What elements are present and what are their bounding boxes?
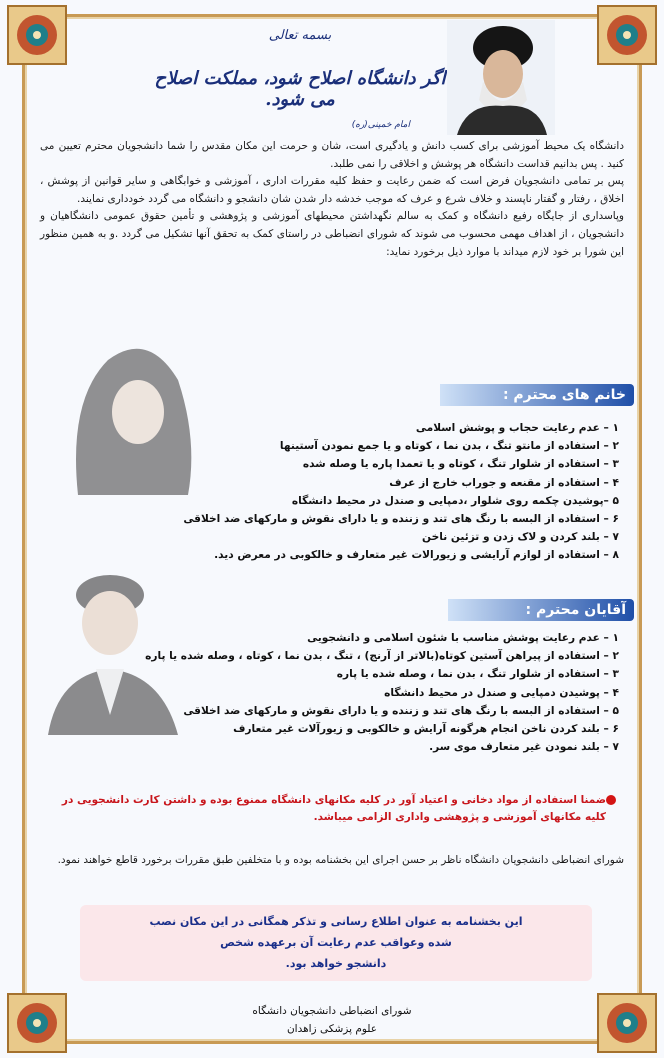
list-item: ۱ – عدم رعایت حجاب و پوشش اسلامی [415, 422, 619, 434]
intro-paragraph: دانشگاه یک محیط آموزشی برای کسب دانش و یادگیری است، شان و حرمت این مکان مقدس را شما دانشجویان محترم تعیین می کنید . پس بدانیم قداست دانشگاه هر پوشش و اخلاقی را نمی طلبد. [40, 140, 624, 170]
announcement-line: شده وعواقب عدم رعایت آن برعهده شخص [220, 936, 452, 949]
intro-paragraph: پس بر تمامی دانشجویان فرض است که ضمن رعایت و حفظ کلیه مقررات اداری ، آموزشی و خوابگاهی و سایر قوانین از پوشش ، اخلاق ، رفتار و گفتار ناپسند و خلاف شرع و عرف که موجب خدشه دار شدن شان دانشجو و دانشگاه می گردد خودداری نمایند. [40, 175, 624, 205]
list-item: ۸ – استفاده از لوازم آرایشی و زیورالات غیر متعارف و خالکوبی در معرض دید. [214, 549, 619, 562]
signature-line: شورای انضباطی دانشجویان دانشگاه [252, 1005, 412, 1017]
corner-ornament-icon [596, 4, 658, 66]
intro-paragraph: وپاسداری از جایگاه رفیع دانشگاه و کمک به سالم نگهداشتن محیطهای آموزشی و پژوهشی و تأمین حقوق عمومی دانشگاهیان و دانشجویان ، از اهداف مهمی محسوب می شوند که شورای انضباطی در راستای کمک به تحقق آنها تشکیل می گردد .و به همین منظور این شورا بر خود لازم میداند با موارد ذیل برخورد نماید: [40, 210, 624, 258]
women-section-title: خانم های محترم : [440, 384, 634, 406]
list-item: ۳ – استفاده از شلوار تنگ ، کوتاه و یا تعمدا پاره یا وصله شده [302, 458, 619, 471]
men-rules-list [145, 629, 619, 756]
list-item: ۲ – استفاده از پیراهن آستین کوتاه(بالاتر از آرنج) ، تنگ ، بدن نما ، کوتاه ، وصله شده یا پاره [145, 650, 619, 663]
red-bullet-icon [606, 795, 616, 805]
list-item: ۳ – استفاده از شلوار تنگ ، بدن نما ، وصله شده یا پاره [336, 668, 619, 681]
announcement-box [80, 905, 592, 981]
announcement-line: دانشجو خواهد بود. [285, 957, 387, 970]
signature-line: علوم پزشکی زاهدان [286, 1023, 378, 1035]
list-item: ۷ – بلند کردن و لاک زدن و تزئین ناخن [422, 531, 619, 544]
smoking-note: ضمنا استفاده از مواد دخانی و اعتیاد آور در کلیه مکانهای دانشگاه ممنوع بوده و داشتن کارت دانشجویی در کلیه مکانهای آموزشی و پژوهشی واداری الزامی میباشد. [61, 794, 606, 823]
corner-ornament-icon [6, 4, 68, 66]
list-item: ۶ – بلند کردن ناخن انجام هرگونه آرایش و خالکوبی و زیورآلات غیر متعارف [233, 722, 619, 735]
women-rules-list [183, 419, 619, 565]
list-item: ۶ – استفاده از البسه با رنگ های تند و زننده و یا دارای نقوش و مارکهای ضد اخلاقی [183, 512, 619, 525]
basmala: بسمه تعالی [268, 28, 332, 43]
quote-author: امام خمینی(ره) [351, 120, 410, 130]
signature [0, 1002, 664, 1038]
list-item: ۲ – استفاده از مانتو تنگ ، بدن نما ، کوتاه و یا جمع نمودن آستینها [279, 440, 619, 453]
list-item: ۵ – استفاده از البسه با رنگ های تند و زننده و یا دارای نقوش و مارکهای ضد اخلاقی [183, 704, 619, 717]
list-item: ۵ –پوشیدن چکمه روی شلوار ،دمپایی و صندل در محیط دانشگاه [291, 494, 619, 507]
intro-text [40, 138, 624, 261]
men-section-title: آقایان محترم : [448, 599, 634, 621]
list-item: ۱ – عدم رعایت پوشش مناسب با شئون اسلامی و دانشجویی [307, 632, 619, 644]
list-item: ۴ – پوشیدن دمپایی و صندل در محیط دانشگاه [384, 686, 619, 699]
list-item: ۴ – استفاده از مقنعه و جوراب خارج از عرف [389, 476, 619, 489]
announcement-line: این بخشنامه به عنوان اطلاع رسانی و تذکر همگانی در این مکان نصب [149, 915, 523, 928]
quote: اگر دانشگاه اصلاح شود، مملکت اصلاح می شود. [154, 68, 446, 110]
portrait-photo [447, 20, 555, 135]
list-item: ۷ – بلند نمودن غیر متعارف موی سر. [429, 741, 619, 754]
header [150, 18, 450, 133]
woman-image [38, 320, 198, 495]
council-paragraph: شورای انضباطی دانشجویان دانشگاه ناظر بر حسن اجرای این بخشنامه بوده و با متخلفین طبق مقررات برخورد قاطع خواهند نمود. [57, 854, 624, 866]
